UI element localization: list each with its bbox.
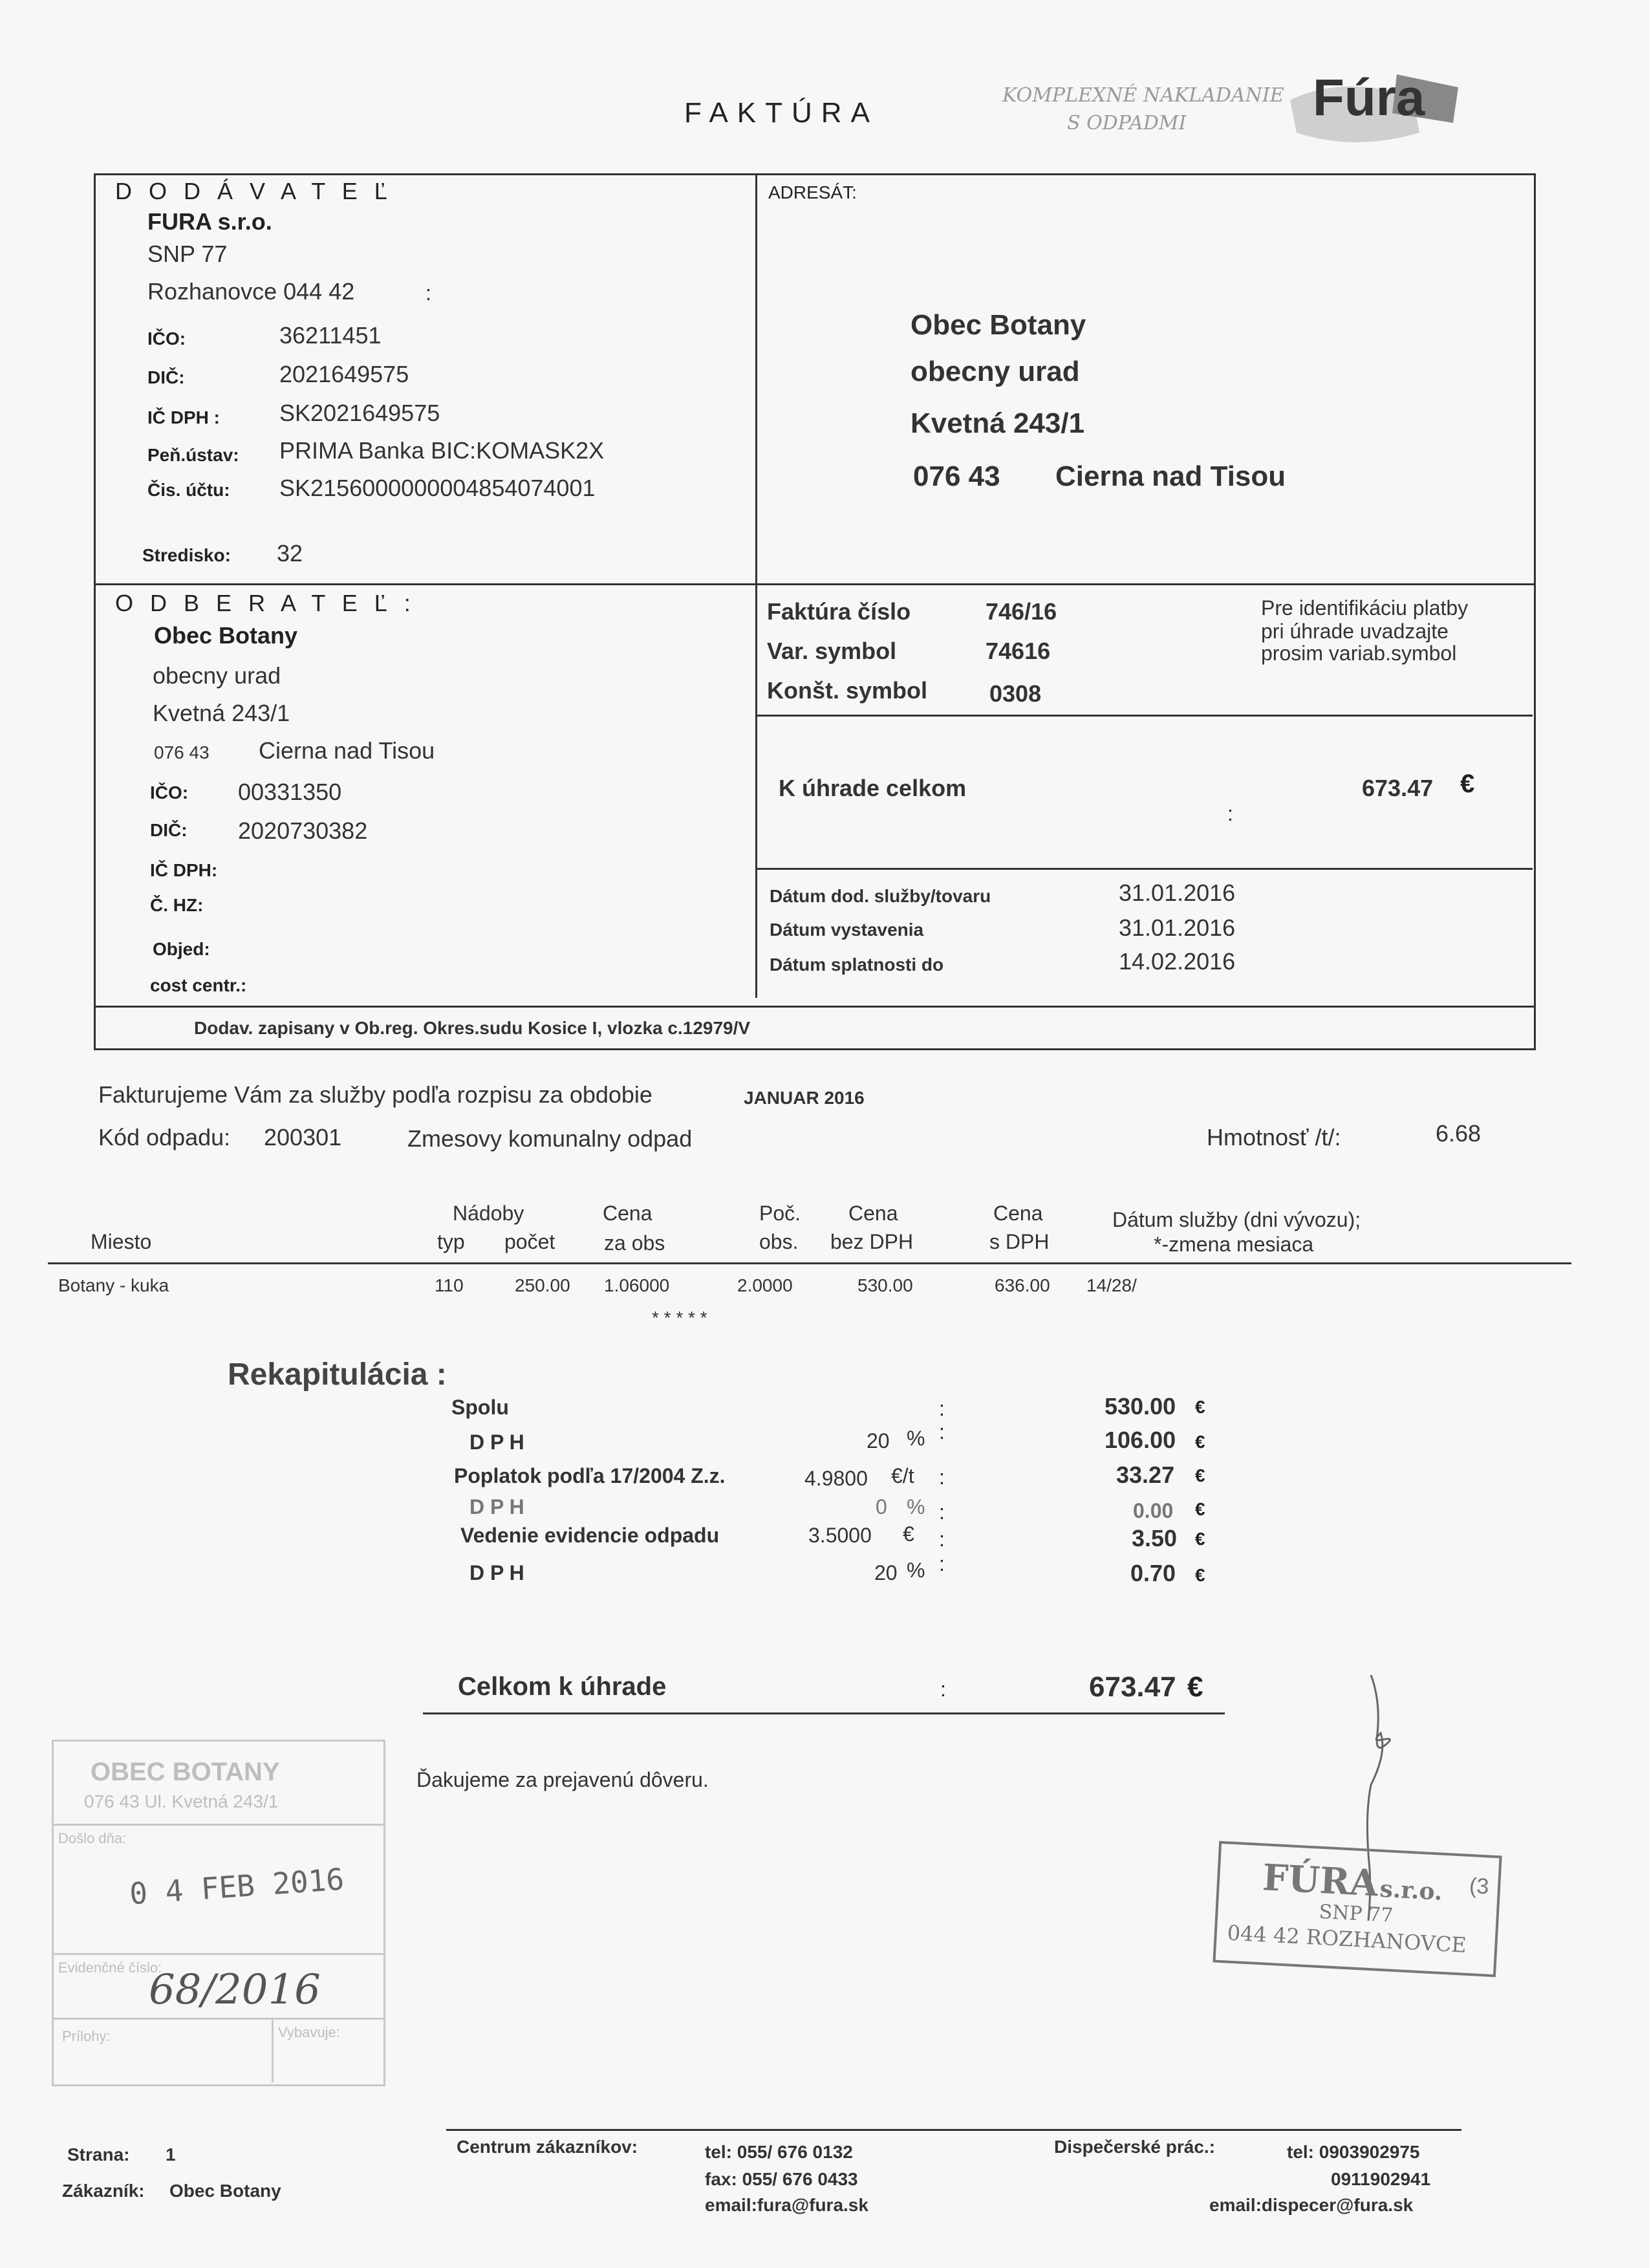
th-place: Miesto <box>91 1230 152 1253</box>
th-price: Cena <box>603 1202 652 1225</box>
customer-city: Cierna nad Tisou <box>259 737 435 764</box>
recap-rate: 20 <box>867 1429 890 1453</box>
registry-divider <box>94 1006 1534 1008</box>
weight: 6.68 <box>1436 1120 1482 1147</box>
date-service-label: Dátum dod. služby/tovaru <box>770 886 991 906</box>
recap-currency: € <box>1195 1499 1205 1519</box>
grand-total-label: Celkom k úhrade <box>458 1672 667 1701</box>
customer-line-3: Kvetná 243/1 <box>153 700 290 726</box>
recap-currency: € <box>1195 1397 1205 1417</box>
footer-customer-label: Zákazník: <box>62 2181 145 2201</box>
th-obs: obs. <box>759 1230 799 1253</box>
company-stamp-suffix: s.r.o. <box>1379 1875 1443 1906</box>
customer-hz-label: Č. HZ: <box>150 895 204 915</box>
cell-place: Botany - kuka <box>58 1275 169 1295</box>
supplier-ico-label: IČO: <box>147 329 186 349</box>
grand-total-colon: : <box>940 1678 946 1701</box>
supplier-street: SNP 77 <box>147 241 228 267</box>
customer-heading: O D B E R A T E Ľ : <box>115 590 416 616</box>
supplier-account-label: Čis. účtu: <box>147 480 230 500</box>
recap-value: 0.70 <box>1130 1560 1176 1586</box>
invoice-number-label: Faktúra číslo <box>767 598 911 625</box>
table-end-stars: * * * * * <box>652 1308 707 1328</box>
received-stamp <box>52 1740 388 2089</box>
recap-value: 3.50 <box>1132 1525 1178 1551</box>
recap-unit: €/t <box>891 1464 914 1487</box>
table-header-rule <box>48 1262 1571 1264</box>
th-containers: Nádoby <box>453 1202 524 1225</box>
var-symbol: 74616 <box>986 638 1051 664</box>
logo-brand: Fúra <box>1313 69 1425 126</box>
recap-currency: € <box>1195 1432 1205 1452</box>
registry-note: Dodav. zapisany v Ob.reg. Okres.sudu Kosice I, vlozka c.12979/V <box>194 1018 751 1038</box>
var-symbol-label: Var. symbol <box>767 638 897 664</box>
company-stamp-name: FÚRA <box>1261 1856 1379 1905</box>
footer-center-label: Centrum zákazníkov: <box>457 2137 638 2157</box>
cell-dates: 14/28/ <box>1086 1275 1137 1295</box>
recap-colon: : <box>939 1465 945 1489</box>
total-due: 673.47 <box>1362 775 1434 801</box>
stamp-num: 68/2016 <box>149 1966 321 2014</box>
th-dates: Dátum služby (dni vývozu); <box>1112 1208 1361 1231</box>
recap-colon: : <box>939 1528 945 1551</box>
date-due: 14.02.2016 <box>1119 948 1236 975</box>
recap-label: D P H <box>469 1495 524 1518</box>
recap-rate: 0 <box>876 1495 887 1518</box>
payment-note-1: Pre identifikáciu platby <box>1261 596 1469 620</box>
cell-count: 250.00 <box>515 1275 570 1295</box>
customer-icdph-label: IČ DPH: <box>150 860 218 880</box>
supplier-dic-label: DIČ: <box>147 367 185 387</box>
th-price-novat: Cena <box>848 1202 898 1225</box>
recap-currency: € <box>1195 1529 1205 1549</box>
supplier-bank-label: Peň.ústav: <box>147 445 239 465</box>
recap-currency: € <box>1195 1565 1205 1585</box>
supplier-dic: 2021649575 <box>279 361 409 387</box>
total-due-currency: € <box>1460 770 1475 798</box>
recap-colon: : <box>939 1420 945 1443</box>
recap-currency: € <box>1195 1465 1205 1485</box>
footer-dispatch-label: Dispečerské prác.: <box>1054 2137 1216 2157</box>
th-change: *-zmena mesiaca <box>1154 1233 1314 1256</box>
recap-rate: 3.5000 <box>808 1524 872 1547</box>
thanks-note: Ďakujeme za prejavenú dôveru. <box>416 1768 709 1791</box>
date-service: 31.01.2016 <box>1119 880 1236 906</box>
footer-fax: fax: 055/ 676 0433 <box>705 2169 858 2189</box>
addressee-heading: ADRESÁT: <box>768 182 857 202</box>
footer-tel: tel: 055/ 676 0132 <box>705 2142 853 2162</box>
date-issue: 31.01.2016 <box>1119 914 1236 941</box>
th-per-obs: za obs <box>604 1231 665 1255</box>
invoice-number: 746/16 <box>986 598 1057 625</box>
footer-page: 1 <box>166 2144 176 2165</box>
customer-order-label: Objed: <box>153 939 210 959</box>
total-due-colon: : <box>1227 802 1233 825</box>
recap-colon: : <box>939 1397 945 1420</box>
recap-colon: : <box>939 1552 945 1575</box>
addressee-line-3: Kvetná 243/1 <box>911 407 1085 439</box>
company-stamp <box>1212 1841 1503 1979</box>
waste-code-label: Kód odpadu: <box>98 1124 231 1150</box>
stamp-org: OBEC BOTANY <box>91 1758 280 1786</box>
customer-ico-label: IČO: <box>150 783 189 803</box>
right-divider-2 <box>757 868 1533 870</box>
logo-tagline-1: KOMPLEXNÉ NAKLADANIE <box>1002 84 1284 107</box>
cell-vat: 636.00 <box>995 1275 1050 1295</box>
payment-note-3: prosim variab.symbol <box>1261 642 1457 665</box>
cell-unit-price: 1.06000 <box>604 1275 670 1295</box>
cell-novat: 530.00 <box>857 1275 913 1295</box>
supplier-city: Rozhanovce 044 42 <box>147 278 355 305</box>
addressee-line-1: Obec Botany <box>911 309 1086 341</box>
grand-total-currency: € <box>1187 1671 1203 1703</box>
weight-label: Hmotnosť /t/: <box>1207 1124 1341 1150</box>
footer-dispatch-tel-1: tel: 0903902975 <box>1287 2142 1420 2162</box>
cell-type: 110 <box>435 1275 464 1295</box>
recap-rate: 4.9800 <box>804 1467 868 1490</box>
recap-rate: 20 <box>874 1561 898 1584</box>
footer-dispatch-tel-2: 0911902941 <box>1331 2169 1431 2189</box>
supplier-account: SK2156000000004854074001 <box>279 475 596 501</box>
company-logo <box>996 61 1474 152</box>
recap-value: 106.00 <box>1105 1427 1176 1453</box>
th-novat: bez DPH <box>830 1230 914 1253</box>
addressee-city: Cierna nad Tisou <box>1055 460 1286 492</box>
stamp-date-label: Došlo dňa: <box>58 1830 127 1846</box>
recap-colon: : <box>939 1500 945 1524</box>
cell-obs: 2.0000 <box>737 1275 793 1295</box>
recap-unit: % <box>907 1495 925 1518</box>
customer-ico: 00331350 <box>238 779 342 805</box>
supplier-heading: D O D Á V A T E Ľ <box>115 178 393 204</box>
footer-customer: Obec Botany <box>169 2181 281 2201</box>
supplier-bank: PRIMA Banka BIC:KOMASK2X <box>279 437 605 464</box>
footer-email: email:fura@fura.sk <box>705 2195 868 2215</box>
total-due-label: K úhrade celkom <box>779 775 967 801</box>
recap-unit: € <box>903 1522 914 1546</box>
customer-cost-label: cost centr.: <box>150 975 247 995</box>
company-stamp-mark: (3 <box>1469 1873 1490 1899</box>
supplier-ico: 36211451 <box>279 322 382 349</box>
stamp-date: 0 4 FEB 2016 <box>128 1861 345 1912</box>
supplier-name: FURA s.r.o. <box>147 208 272 235</box>
recap-label: D P H <box>469 1431 524 1454</box>
supplier-icdph-label: IČ DPH : <box>147 407 220 427</box>
th-type: typ <box>437 1230 465 1253</box>
supplier-center: 32 <box>277 540 303 567</box>
recap-label: D P H <box>469 1561 524 1584</box>
grand-total: 673.47 <box>1089 1671 1176 1703</box>
recap-label: Poplatok podľa 17/2004 Z.z. <box>454 1464 726 1487</box>
th-vat: s DPH <box>989 1230 1050 1253</box>
supplier-icdph: SK2021649575 <box>279 400 440 426</box>
recap-unit: % <box>907 1559 925 1582</box>
footer-dispatch-email: email:dispecer@fura.sk <box>1209 2195 1414 2215</box>
stamp-address: 076 43 Ul. Kvetná 243/1 <box>84 1791 279 1811</box>
addressee-zip: 076 43 <box>913 460 1000 492</box>
stamp-num-label: Evidenčné číslo: <box>58 1960 162 1976</box>
logo-tagline-2: S ODPADMI <box>1067 112 1187 135</box>
th-num: Poč. <box>759 1202 801 1225</box>
right-divider-1 <box>757 715 1533 717</box>
billing-period: JANUAR 2016 <box>744 1088 865 1108</box>
recap-value: 33.27 <box>1116 1462 1175 1488</box>
recap-value: 0.00 <box>1133 1499 1174 1522</box>
stamp-attach-label: Prílohy: <box>62 2028 111 2044</box>
recap-label: Spolu <box>451 1396 509 1419</box>
date-due-label: Dátum splatnosti do <box>770 955 944 975</box>
billing-text: Fakturujeme Vám za služby podľa rozpisu za obdobie <box>98 1081 652 1108</box>
company-stamp-city: 044 42 ROZHANOVCE <box>1226 1920 1467 1958</box>
supplier-center-label: Stredisko: <box>142 545 231 565</box>
grand-total-rule <box>423 1712 1225 1714</box>
supplier-colon: : <box>426 281 431 305</box>
waste-code: 200301 <box>264 1124 342 1150</box>
company-stamp-street: SNP 77 <box>1318 1900 1394 1927</box>
recap-title: Rekapitulácia : <box>228 1357 447 1392</box>
customer-zip: 076 43 <box>154 742 210 762</box>
addressee-line-2: obecny urad <box>911 356 1080 387</box>
payment-note-2: pri úhrade uvadzajte <box>1261 620 1449 643</box>
customer-dic-label: DIČ: <box>150 820 188 840</box>
recap-value: 530.00 <box>1105 1393 1176 1420</box>
th-count: počet <box>504 1230 555 1253</box>
recap-unit: % <box>907 1427 925 1450</box>
const-symbol: 0308 <box>989 680 1042 707</box>
customer-name: Obec Botany <box>154 622 298 649</box>
date-issue-label: Dátum vystavenia <box>770 920 924 940</box>
footer-page-label: Strana: <box>67 2144 130 2165</box>
recap-label: Vedenie evidencie odpadu <box>460 1524 720 1547</box>
customer-line-2: obecny urad <box>153 662 281 689</box>
mid-divider <box>94 583 1534 585</box>
waste-name: Zmesovy komunalny odpad <box>407 1125 693 1152</box>
th-price-vat: Cena <box>993 1202 1043 1225</box>
vertical-divider <box>755 173 757 998</box>
footer-rule <box>446 2129 1461 2131</box>
customer-dic: 2020730382 <box>238 817 368 844</box>
stamp-handled-label: Vybavuje: <box>278 2024 340 2040</box>
document-title: FAKTÚRA <box>684 97 879 129</box>
const-symbol-label: Konšt. symbol <box>767 677 928 704</box>
